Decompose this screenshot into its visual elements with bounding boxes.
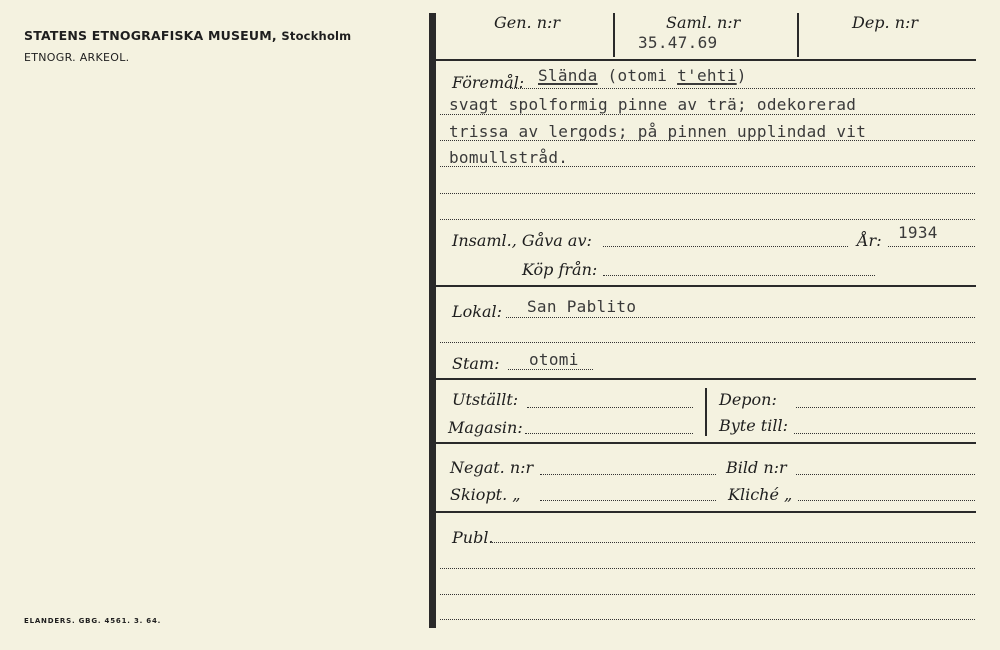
publ-dotline-1 [492,542,975,543]
lokal-dotline-2 [440,342,975,343]
kop-dotline [603,275,875,276]
stam-value: otomi [529,350,579,369]
dotline-6 [440,219,975,220]
magasin-dotline [525,433,693,434]
foremal-label: Föremål: [452,73,525,92]
lokal-dotline [506,317,975,318]
department-label: ETNOGR. ARKEOL. [24,51,130,64]
dotline-4 [440,166,975,167]
skiopt-label: Skiopt. „ [450,485,521,504]
utstallt-label: Utställt: [452,390,519,409]
dep-nr-label: Dep. n:r [852,13,919,32]
bild-dotline [796,474,975,475]
rule-5 [436,511,976,513]
foremal-native-name: t'ehti [677,66,737,85]
foremal-name: Slända [538,66,598,85]
year-value: 1934 [898,223,938,242]
dotline-2 [440,114,975,115]
exhibit-divider [705,388,707,436]
top-divider-2 [797,13,799,57]
museum-name: STATENS ETNOGRAFISKA MUSEUM, Stockholm [24,28,352,43]
description-line-3: bomullstråd. [449,148,569,167]
byte-dotline [794,433,975,434]
publ-dotline-4 [440,619,975,620]
depon-dotline [796,407,975,408]
bild-label: Bild n:r [726,458,787,477]
publ-dotline-2 [440,568,975,569]
museum-city: Stockholm [281,29,352,43]
rule-4 [436,442,976,444]
form-left-border [429,13,436,628]
rule-3 [436,378,976,380]
byte-label: Byte till: [719,416,788,435]
kliche-dotline [798,500,975,501]
skiopt-dotline [540,500,716,501]
dotline-3 [440,140,975,141]
year-dotline [888,246,975,247]
rule-top [436,59,976,61]
stam-label: Stam: [452,354,500,373]
negat-dotline [540,474,716,475]
rule-2 [436,285,976,287]
publ-dotline-3 [440,594,975,595]
utstallt-dotline [527,407,693,408]
saml-nr-value: 35.47.69 [638,33,718,52]
publ-label: Publ. [452,528,494,547]
year-label: År: [857,231,882,250]
stam-dotline [508,369,593,370]
insaml-label: Insaml., Gåva av: [452,231,592,250]
gen-nr-label: Gen. n:r [494,13,561,32]
dotline-1 [510,88,975,89]
top-divider-1 [613,13,615,57]
description-line-2: trissa av lergods; på pinnen upplindad vit [449,122,867,141]
saml-nr-label: Saml. n:r [666,13,741,32]
kliche-label: Kliché „ [728,485,793,504]
depon-label: Depon: [719,390,777,409]
insaml-dotline [603,246,848,247]
magasin-label: Magasin: [448,418,523,437]
dotline-5 [440,193,975,194]
kop-label: Köp från: [522,260,598,279]
lokal-label: Lokal: [452,302,502,321]
printer-mark: ELANDERS. GBG. 4561. 3. 64. [24,617,162,625]
foremal-value: Slända (otomi t'ehti) [538,66,747,85]
description-line-1: svagt spolformig pinne av trä; odekorerad [449,95,857,114]
negat-label: Negat. n:r [450,458,534,477]
lokal-value: San Pablito [527,297,637,316]
